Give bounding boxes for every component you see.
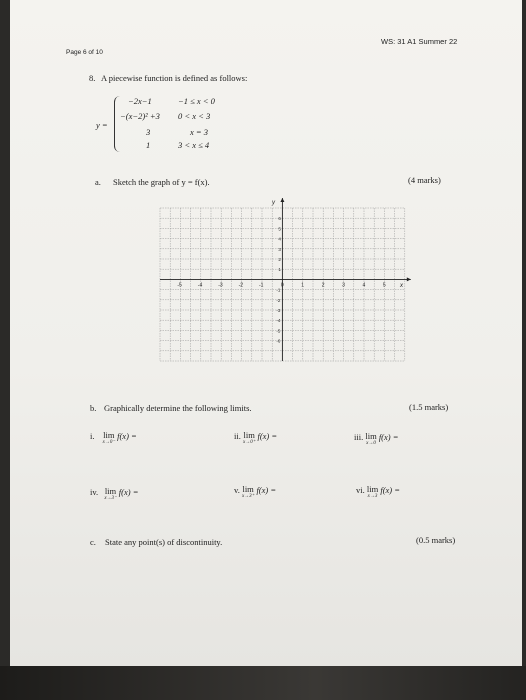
- x-tick-label: 0: [280, 282, 284, 289]
- y-tick-label: -1: [276, 287, 281, 293]
- y-tick-label: 1: [278, 267, 281, 273]
- x-tick-label: -4: [197, 282, 203, 289]
- axes: [160, 198, 411, 361]
- y-axis-label: y: [272, 200, 275, 206]
- y-tick-label: -3: [276, 308, 281, 313]
- part-b-marks: (1.5 marks): [409, 402, 449, 412]
- piecewise-brace: [114, 96, 123, 152]
- part-c-marks: (0.5 marks): [416, 535, 456, 545]
- y-tick-label: -4: [276, 318, 281, 324]
- course-code: WS: 31 A1 Summer 22: [381, 37, 458, 46]
- page-number: Page 6 of 10: [66, 49, 103, 56]
- worksheet-page: [10, 0, 522, 666]
- part-a-label: a.: [95, 177, 101, 187]
- x-tick-labels: [177, 282, 386, 288]
- part-b-text: Graphically determine the following limits.: [104, 403, 252, 413]
- coordinate-grid[interactable]: [150, 198, 412, 366]
- piece-3-expr: 3: [146, 127, 151, 137]
- y-tick-label: -5: [276, 328, 281, 334]
- question-number: 8.: [89, 73, 96, 83]
- limit-ii: ii. lim x→0⁺ f(x) =: [234, 430, 278, 445]
- piece-4-expr: 1: [146, 140, 151, 150]
- x-tick-label: -5: [177, 282, 182, 289]
- x-tick-label: 5: [382, 282, 386, 289]
- piece-4-domain: 3 < x ≤ 4: [178, 140, 210, 150]
- x-tick-label: -3: [218, 282, 223, 289]
- x-tick-label: -1: [259, 282, 264, 289]
- part-b-label: b.: [90, 403, 97, 413]
- y-tick-label: 3: [278, 246, 281, 252]
- y-tick-label: -2: [276, 297, 281, 303]
- piece-2-domain: 0 < x < 3: [178, 111, 211, 121]
- x-tick-label: 3: [342, 282, 345, 289]
- x-tick-label: -2: [238, 282, 244, 289]
- x-tick-label: 2: [321, 282, 325, 289]
- piece-1-domain: −1 ≤ x < 0: [178, 96, 215, 106]
- y-tick-label: 6: [278, 216, 281, 222]
- question-prompt: A piecewise function is defined as follows:: [101, 73, 248, 83]
- desk-edge: [0, 666, 526, 700]
- x-axis-label: x: [400, 283, 403, 289]
- part-a-marks: (4 marks): [408, 175, 441, 185]
- limit-iv: iv. lim x→3⁻ f(x) =: [90, 486, 139, 501]
- x-tick-label: 4: [362, 282, 366, 289]
- part-a-text: Sketch the graph of y = f(x).: [113, 177, 210, 187]
- y-axis-arrow: [280, 198, 284, 202]
- y-tick-label: 4: [278, 236, 281, 242]
- piece-3-domain: x = 3: [190, 127, 209, 137]
- part-c-text: State any point(s) of discontinuity.: [105, 537, 223, 547]
- y-tick-label: 5: [278, 226, 281, 232]
- x-tick-label: 1: [301, 282, 305, 289]
- limit-iii: iii. lim x→0 f(x) =: [354, 431, 399, 446]
- y-tick-label: -6: [276, 338, 281, 344]
- y-tick-label: 2: [278, 257, 281, 262]
- function-lhs: y =: [96, 120, 108, 130]
- piece-2-expr: −(x−2)² +3: [120, 111, 160, 121]
- limit-vi: vi. lim x→3 f(x) =: [356, 484, 400, 499]
- limit-i: i. lim x→0⁻ f(x) =: [90, 430, 137, 445]
- x-axis-arrow: [407, 277, 411, 281]
- piece-1-expr: −2x−1: [128, 96, 152, 106]
- limit-v: v. lim x→3⁺ f(x) =: [234, 484, 277, 499]
- part-c-label: c.: [90, 537, 96, 547]
- y-tick-labels: [276, 216, 281, 343]
